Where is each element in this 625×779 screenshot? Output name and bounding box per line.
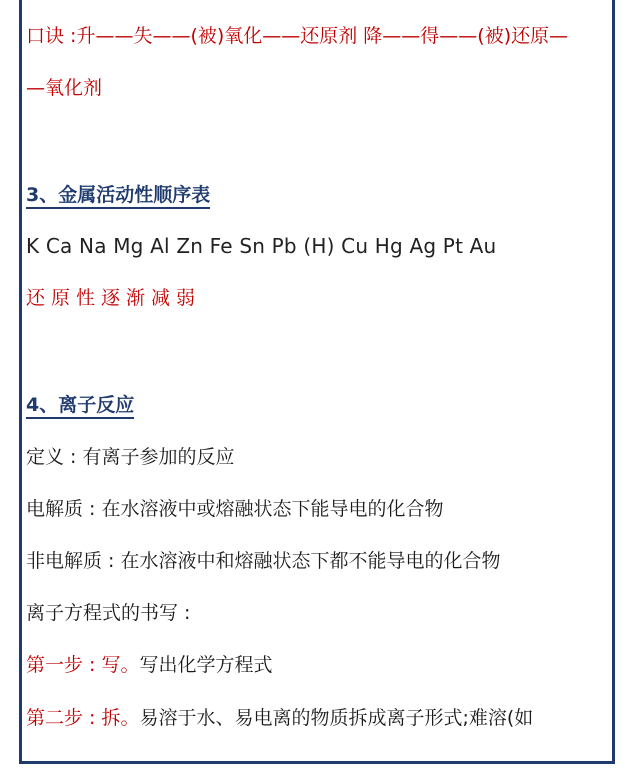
non-electrolyte-definition: 非电解质 : 在水溶液中和熔融状态下都不能导电的化合物 <box>26 550 501 572</box>
step-1-label: 第一步 : 写。 <box>26 654 140 676</box>
ionic-reaction-definition: 定义 : 有离子参加的反应 <box>26 446 235 468</box>
mnemonic-line-2: —氧化剂 <box>26 77 103 99</box>
electrolyte-definition: 电解质 : 在水溶液中或熔融状态下能导电的化合物 <box>26 498 444 520</box>
section-4-heading-row <box>26 393 134 417</box>
content-frame <box>19 0 615 764</box>
step-2-label: 第二步 : 拆。 <box>26 707 140 729</box>
section-4-heading: 4、离子反应 <box>26 394 134 419</box>
step-1-row <box>26 653 273 677</box>
step-2-text: 易溶于水、易电离的物质拆成离子形式;难溶(如 <box>139 707 534 729</box>
reducing-trend-text: 还原性逐渐减弱 <box>26 287 202 309</box>
step-2-row <box>26 706 533 730</box>
step-1-text: 写出化学方程式 <box>139 654 273 676</box>
ionic-equation-writing-title: 离子方程式的书写 : <box>26 602 191 624</box>
section-3-heading: 3、金属活动性顺序表 <box>26 184 210 209</box>
mnemonic-line-1: 口诀 :升——失——(被)氧化——还原剂 降——得——(被)还原— <box>26 25 569 47</box>
section-3-heading-row <box>26 183 210 207</box>
metal-activity-series: K Ca Na Mg Al Zn Fe Sn Pb (H) Cu Hg Ag Pt Au <box>26 234 497 258</box>
